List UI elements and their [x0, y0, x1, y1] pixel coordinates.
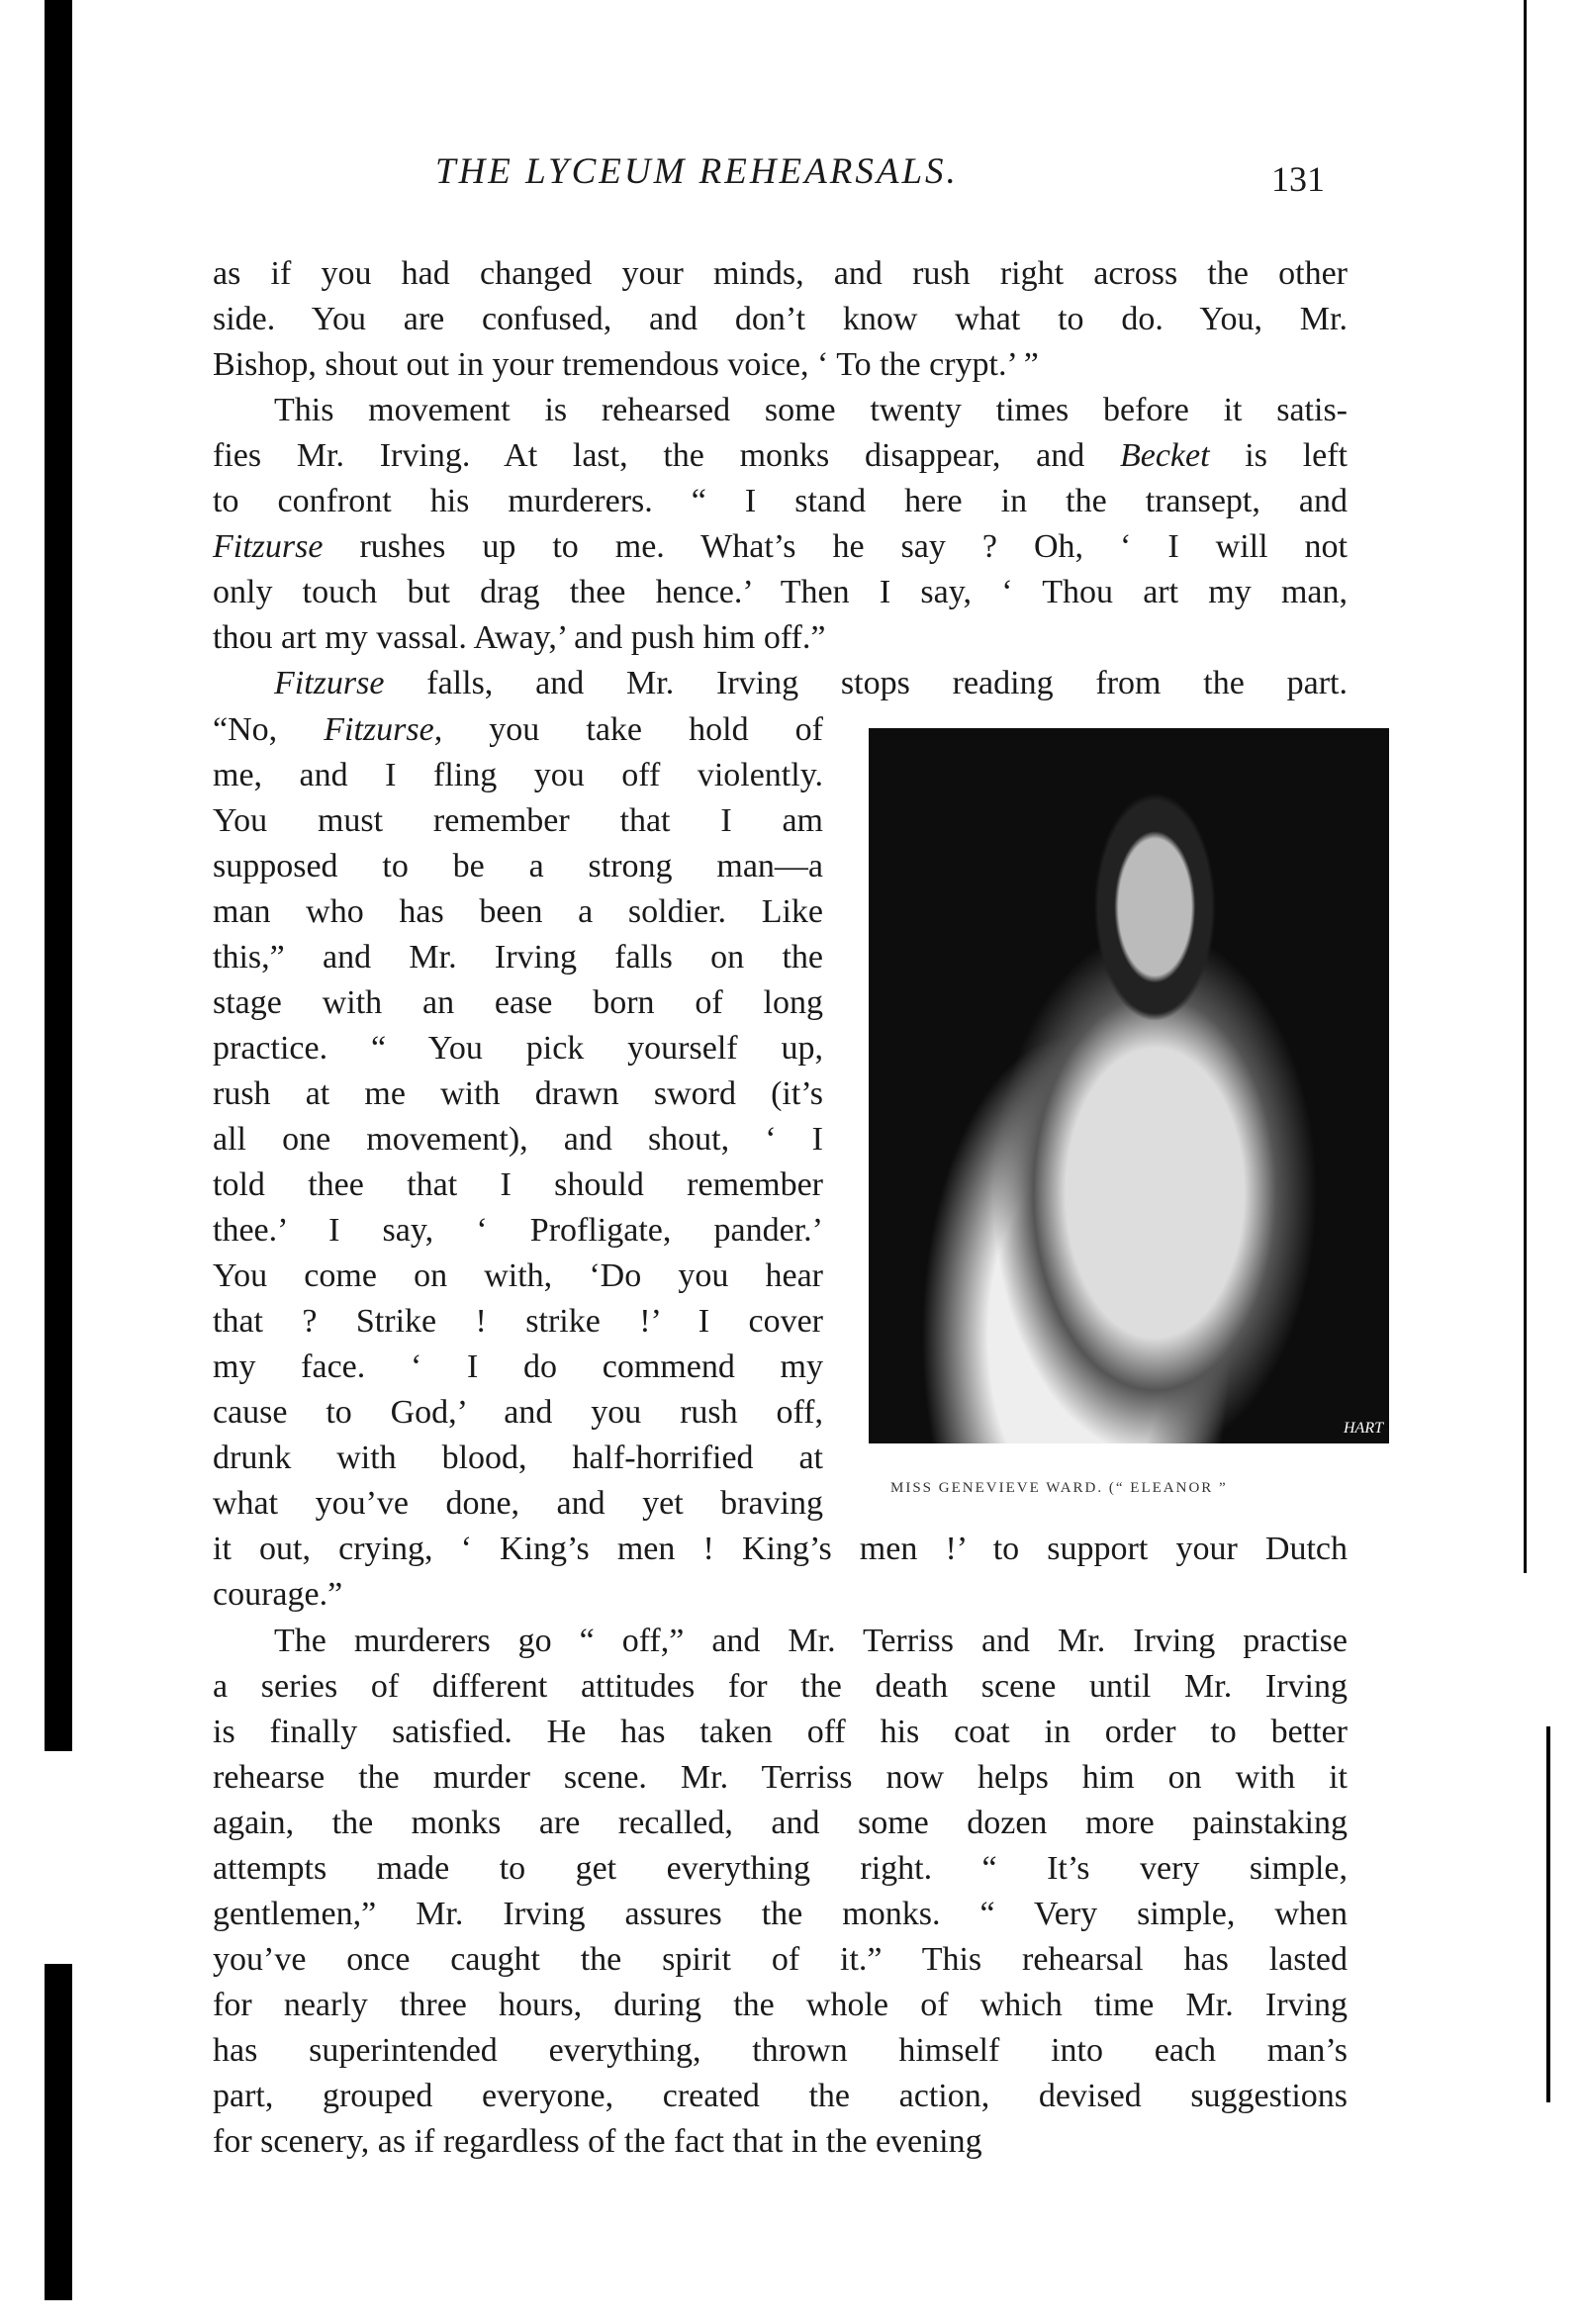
scan-edge-left: [45, 0, 72, 1751]
text-segment: man who has been a soldier. Like: [213, 892, 823, 930]
text-segment: stage with an ease born of long: [213, 983, 823, 1021]
text-segment: what you’ve done, and yet braving: [213, 1485, 823, 1523]
text-line: [213, 615, 1348, 661]
text-segment: told thee that I should remember: [213, 1166, 823, 1203]
text-segment: that ? Strike ! strike !’ I cover: [213, 1303, 823, 1341]
text-segment: has superintended everything, thrown himself into each man’s: [213, 2031, 1348, 2069]
text-line: [213, 707, 823, 753]
text-segment: practice. “ You pick yourself up,: [213, 1029, 823, 1067]
text-segment: you take hold of: [442, 710, 823, 748]
text-segment: gentlemen,” Mr. Irving assures the monks. “ Very simple, when: [213, 1895, 1348, 1932]
text-line: [213, 844, 823, 889]
text-segment: a series of different attitudes for the death scene until Mr. Irving: [213, 1667, 1348, 1705]
portrait-photo: [869, 728, 1389, 1443]
text-line: [213, 1983, 1348, 2028]
text-segment: courage.”: [213, 1576, 343, 1614]
text-segment: for nearly three hours, during the whole of which time Mr. Irving: [213, 1986, 1348, 2023]
text-segment: as if you had changed your minds, and rush right across the other: [213, 255, 1348, 292]
text-line: [213, 1710, 1348, 1755]
text-line: [213, 1208, 823, 1254]
text-segment: This movement is rehearsed some twenty times before it satis-: [274, 392, 1348, 429]
text-line: [213, 1390, 823, 1436]
text-line: [213, 1801, 1348, 1846]
text-line: [213, 980, 823, 1026]
text-segment: it out, crying, ‘ King’s men ! King’s men !’ to support your Dutch: [213, 1531, 1348, 1568]
text-line: [213, 1892, 1348, 1937]
scan-edge-left-lower: [45, 1964, 72, 2300]
photographer-signature: HART: [1344, 1420, 1383, 1437]
text-segment: part, grouped everyone, created the action, devised suggestions: [213, 2078, 1348, 2114]
text-segment: thee.’ I say, ‘ Profligate, pander.’: [213, 1212, 823, 1250]
text-segment: You must remember that I am: [213, 801, 823, 839]
text-line: [213, 297, 1348, 342]
text-segment: for scenery, as if regardless of the fact that in the evening: [213, 2123, 982, 2161]
text-segment: falls, and Mr. Irving stops reading from the part.: [384, 665, 1348, 702]
text-segment: side. You are confused, and don’t know what to do. You, Mr.: [213, 301, 1348, 338]
text-line: [213, 1026, 823, 1071]
text-line: [213, 570, 1348, 615]
text-segment: fies Mr. Irving. At last, the monks disappear, and: [213, 437, 1120, 475]
scan-edge-right: [1524, 0, 1527, 1573]
text-segment: thou art my vassal. Away,’ and push him off.”: [213, 619, 826, 657]
text-line: [213, 479, 1348, 524]
italic-text: Fitzurse,: [324, 710, 443, 748]
italic-text: Becket: [1119, 437, 1210, 475]
text-line: [213, 342, 1348, 388]
text-line: [213, 251, 1348, 297]
text-line: [213, 1572, 1348, 1618]
text-segment: is left: [1209, 437, 1349, 475]
text-segment: only touch but drag thee hence.’ Then I say, ‘ Thou art my man,: [213, 574, 1348, 611]
text-line: [213, 524, 1348, 570]
text-line: [213, 433, 1348, 479]
text-segment: rush at me with drawn sword (it’s: [213, 1074, 823, 1112]
italic-text: Fitzurse: [213, 528, 324, 566]
text-line: [213, 1299, 823, 1345]
text-segment: my face. ‘ I do commend my: [213, 1348, 823, 1386]
text-line: [213, 889, 823, 935]
text-segment: to confront his murderers. “ I stand here in the transept, and: [213, 483, 1348, 520]
text-line: [213, 1481, 823, 1527]
text-line: [213, 2119, 1348, 2165]
text-line: [213, 1117, 823, 1162]
text-segment: “No,: [213, 710, 325, 748]
text-segment: rehearse the murder scene. Mr. Terriss now helps him on with it: [213, 1758, 1348, 1796]
text-line: [213, 753, 823, 798]
text-segment: all one movement), and shout, ‘ I: [213, 1120, 823, 1158]
text-segment: you’ve once caught the spirit of it.” This rehearsal has lasted: [213, 1940, 1348, 1978]
text-segment: Bishop, shout out in your tremendous voice, ‘ To the crypt.’ ”: [213, 346, 1039, 384]
text-segment: You come on with, ‘Do you hear: [213, 1257, 823, 1295]
running-head: THE LYCEUM REHEARSALS.: [435, 151, 959, 192]
text-line: [213, 1254, 823, 1299]
text-segment: drunk with blood, half-horrified at: [213, 1440, 823, 1477]
scan-edge-right-lower: [1546, 1726, 1550, 2102]
text-line: [213, 1937, 1348, 1983]
text-line: [213, 1071, 823, 1117]
text-segment: again, the monks are recalled, and some dozen more painstaking: [213, 1804, 1348, 1841]
text-segment: The murderers go “ off,” and Mr. Terriss and Mr. Irving practise: [274, 1622, 1348, 1659]
text-line: [213, 388, 1348, 433]
photo-caption: MISS GENEVIEVE WARD. (“ ELEANOR ”: [890, 1480, 1228, 1496]
text-segment: is finally satisfied. He has taken off his coat in order to better: [213, 1713, 1348, 1750]
text-line: [213, 1664, 1348, 1710]
italic-text: Fitzurse: [274, 665, 385, 702]
text-segment: this,” and Mr. Irving falls on the: [213, 938, 823, 976]
text-line: [213, 2074, 1348, 2119]
text-line: [213, 661, 1348, 706]
text-line: [213, 935, 823, 980]
text-segment: supposed to be a strong man—a: [213, 847, 823, 884]
text-line: [213, 1846, 1348, 1892]
text-line: [213, 798, 823, 844]
text-segment: cause to God,’ and you rush off,: [213, 1394, 823, 1432]
text-segment: attempts made to get everything right. “ It’s very simple,: [213, 1849, 1348, 1887]
page-number: 131: [1271, 159, 1325, 199]
text-line: [213, 1527, 1348, 1572]
text-line: [213, 1436, 823, 1481]
text-line: [213, 1345, 823, 1390]
text-line: [213, 1619, 1348, 1664]
text-segment: me, and I fling you off violently.: [213, 756, 823, 793]
text-line: [213, 1755, 1348, 1801]
text-line: [213, 2028, 1348, 2074]
text-line: [213, 1162, 823, 1208]
text-segment: rushes up to me. What’s he say ? Oh, ‘ I will not: [323, 528, 1348, 566]
